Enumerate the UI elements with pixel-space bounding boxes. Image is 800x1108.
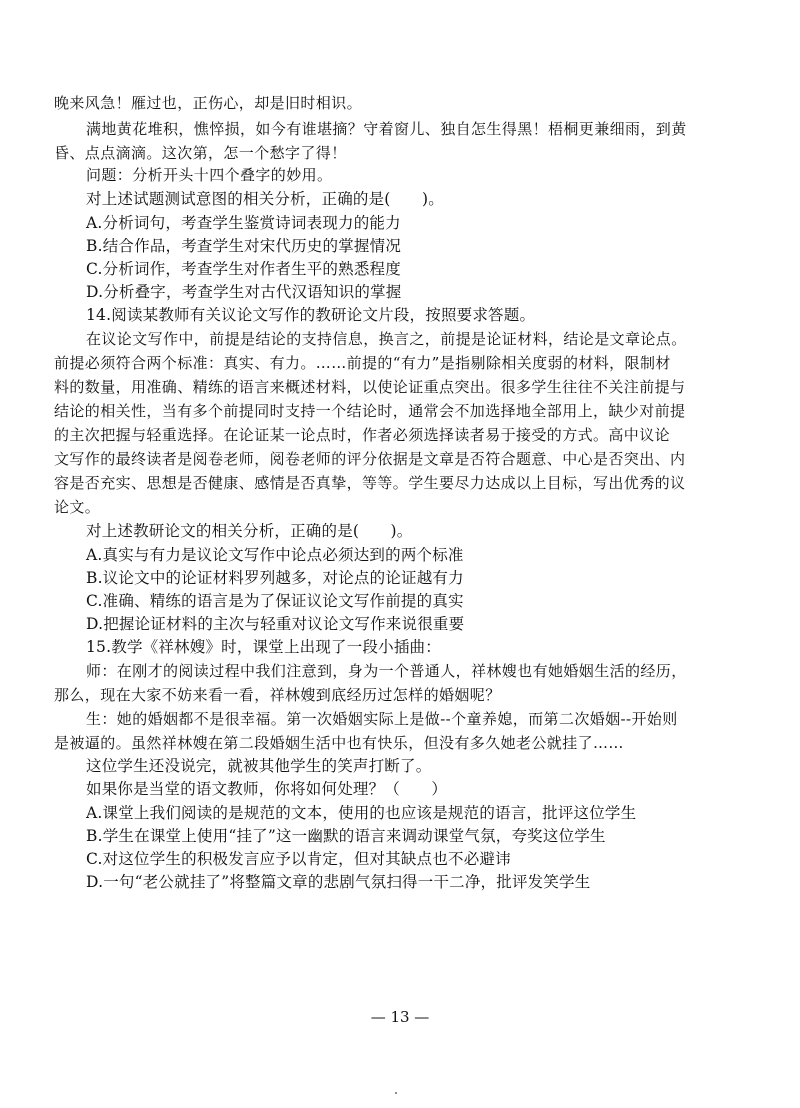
q14-option-c: C.准确、精练的语言是为了保证议论文写作前提的真实 xyxy=(86,592,464,610)
q15-dialogue-line-1: 师：在刚才的阅读过程中我们注意到，身为一个普通人，祥林嫂也有她婚姻生活的经历， xyxy=(86,662,687,680)
q15-dialogue-line-4: 是被逼的。虽然祥林嫂在第二段婚姻生活中也有快乐，但没有多久她老公就挂了…… xyxy=(54,734,624,752)
q14-passage-line-6: 文写作的最终读者是阅卷老师，阅卷老师的评分依据是文章是否符合题意、中心是否突出、内 xyxy=(54,450,686,468)
q15-option-a: A.课堂上我们阅读的是规范的文本，使用的也应该是规范的语言，批评这位学生 xyxy=(86,804,637,822)
q14-option-d: D.把握论证材料的主次与轻重对议论文写作来说很重要 xyxy=(86,615,465,633)
scan-speck xyxy=(395,1092,397,1094)
q14-passage-line-2: 前提必须符合两个标准：真实、有力。……前提的“有力”是指剔除相关度弱的材料，限制材 xyxy=(54,354,671,372)
q15-dialogue-line-2: 那么，现在大家不妨来看一看，祥林嫂到底经历过怎样的婚姻呢？ xyxy=(54,686,501,704)
q14-passage-line-4: 结论的相关性，当有多个前提同时支持一个结论时，通常会不加选择地全部用上，缺少对前提 xyxy=(54,402,686,420)
q14-passage-line-1: 在议论文写作中，前提是结论的支持信息，换言之，前提是论证材料，结论是文章论点。 xyxy=(86,330,687,348)
q15-dialogue-line-3: 生：她的婚姻都不是很幸福。第一次婚姻实际上是做--个童养媳，而第二次婚姻--开始则 xyxy=(86,710,678,728)
q14-option-a: A.真实与有力是议论文写作中论点必须达到的两个标准 xyxy=(86,546,464,564)
q15-narration: 这位学生还没说完，就被其他学生的笑声打断了。 xyxy=(86,757,432,775)
q14-stem: 对上述教研论文的相关分析，正确的是( )。 xyxy=(86,522,413,540)
q14-passage-line-7: 容是否充实、思想是否健康、感情是否真挚，等等。学生要尽力达成以上目标，写出优秀的议 xyxy=(54,474,686,492)
q14-option-b: B.议论文中的论证材料罗列越多，对论点的论证越有力 xyxy=(86,569,464,587)
q14-title: 14.阅读某教师有关议论文写作的教研论文片段，按照要求答题。 xyxy=(86,306,536,324)
poem-line-1: 晚来风急！雁过也，正伤心，却是旧时相识。 xyxy=(54,94,363,112)
q13-option-a: A.分析词句，考查学生鉴赏诗词表现力的能力 xyxy=(86,214,401,232)
q14-passage-line-8: 论文。 xyxy=(54,498,101,516)
q15-option-c: C.对这位学生的积极发言应予以肯定，但对其缺点也不必避讳 xyxy=(86,850,511,868)
q14-passage-line-3: 料的数量，用准确、精练的语言来概述材料，以使论证重点突出。很多学生往往不关注前提与 xyxy=(54,378,686,396)
poem-line-3: 昏、点点滴滴。这次第，怎一个愁字了得！ xyxy=(54,144,347,162)
q13-stem: 对上述试题测试意图的相关分析，正确的是( )。 xyxy=(86,190,444,208)
q15-title: 15.教学《祥林嫂》时，课堂上出现了一段小插曲： xyxy=(86,638,441,656)
poem-line-2: 满地黄花堆积，憔悴损，如今有谁堪摘？守着窗儿、独自怎生得黑！梧桐更兼细雨，到黄 xyxy=(86,120,687,138)
q13-option-c: C.分析词作，考查学生对作者生平的熟悉程度 xyxy=(86,260,401,278)
q14-passage-line-5: 的主次把握与轻重选择。在论证某一论点时，作者必须选择读者易于接受的方式。高中议论 xyxy=(54,426,671,444)
q15-option-b: B.学生在课堂上使用“挂了”这一幽默的语言来调动课堂气氛，夸奖这位学生 xyxy=(86,827,606,845)
q13-prompt: 问题：分析开头十四个叠字的妙用。 xyxy=(86,166,333,184)
q15-option-d: D.一句“老公就挂了”将整篇文章的悲剧气氛扫得一干二净，批评发笑学生 xyxy=(86,873,591,891)
q15-stem: 如果你是当堂的语文教师，你将如何处理？（ ） xyxy=(86,780,448,798)
q13-option-b: B.结合作品，考查学生对宋代历史的掌握情况 xyxy=(86,237,402,255)
q13-option-d: D.分析叠字，考查学生对古代汉语知识的掌握 xyxy=(86,283,402,301)
page-number: — 13 — xyxy=(370,1008,430,1026)
